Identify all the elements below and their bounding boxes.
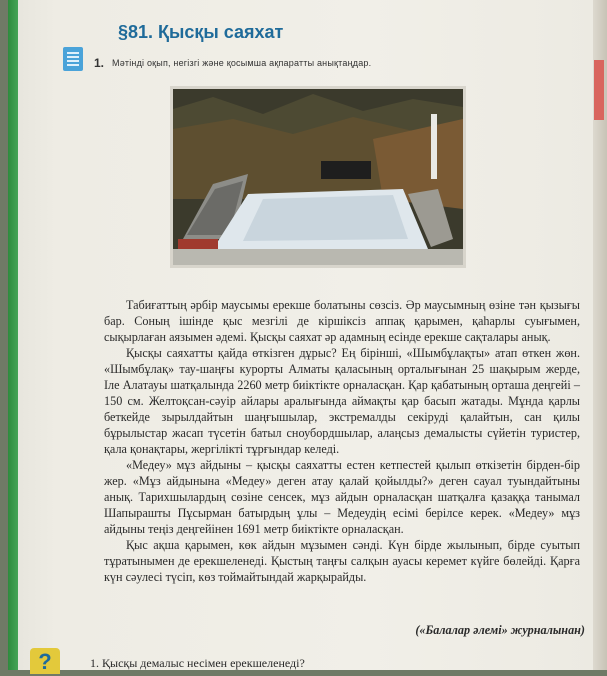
paragraph: Табиғаттың әрбір маусымы ерекше болатыны сөзсіз. Әр маусымның өзіне тән қызығы бар. Соның ішінде қыс мезгілі де кіршіксіз аппақ қарымен, қаһарлы суығымен, сықырлаған аязымен әдемі. Қысқы саяхат әр адамның есінде ерекше сақталары анық. bbox=[104, 298, 580, 344]
task-number: 1. bbox=[94, 56, 105, 70]
page-spine-stripe bbox=[8, 0, 18, 670]
paragraph: «Медеу» мұз айдыны – қысқы саяхатты естен кетпестей қылып өткізетін бірден-бір жер. «Мұз айдынына «Медеу» деген атау қалай қойылды?» деген сауал туындайтыны анық. Тарихшылардың сөзіне сенсек, мұз айдын орналасқан шатқалға қазаққа танымал Шапырашты Пұсырман батырдың ұлы – Медеудің есімі берілсе керек. «Медеу» мұз айдыны теңіз деңгейінен 1691 метр биіктікте орналасқан. bbox=[104, 458, 580, 536]
paragraph: Қысқы саяхатты қайда өткізген дұрыс? Ең бірінші, «Шымбұлақты» атап өткен жөн. «Шымбұлақ» тау-шаңғы курорты Алматы қаласының орталығынан 25 шақырым жерде, Іле Алатауы шатқалында 2260 метр биіктікте орналасқан. Қар қабатының орташа деңгейі – 150 см. Желтоқсан-сәуір айлары аралығында аймақты қар басып жатады. Мұнда қарлы беткейде зырылдайтын шаңғышылар, экстремалды секіруді қалайтын, сан қилы бұрылыстар жасап түсетін батыл сноубордшылар, алаңсыз демалысты сүйетін туристер, қала қонақтары, жергілікті тұрғындар келеді. bbox=[104, 346, 580, 456]
bookmark-tab bbox=[594, 60, 604, 120]
book-icon bbox=[63, 47, 83, 71]
question-icon: ? bbox=[30, 648, 60, 674]
article-body bbox=[104, 297, 580, 585]
source-citation: («Балалар әлемі» журналынан) bbox=[415, 623, 585, 637]
section-title: §81. Қысқы саяхат bbox=[118, 22, 284, 42]
paragraph: Қыс ақша қарымен, көк айдын мұзымен сәнді. Күн бірде жылынып, бірде суытып тұратынымен де ерекшеленеді. Қыстың таңғы салқын ауасы керемет күйге бөлейді. Қарға күн сәулесі түсіп, көз тоймайтындай жарқырайды. bbox=[104, 538, 580, 584]
question-item: 1. Қысқы демалыс несімен ерекшеленеді? bbox=[90, 656, 305, 670]
medeu-stadium-photo bbox=[170, 86, 466, 268]
task-instruction: Мәтінді оқып, негізгі және қосымша ақпаратты анықтаңдар. bbox=[112, 58, 372, 68]
